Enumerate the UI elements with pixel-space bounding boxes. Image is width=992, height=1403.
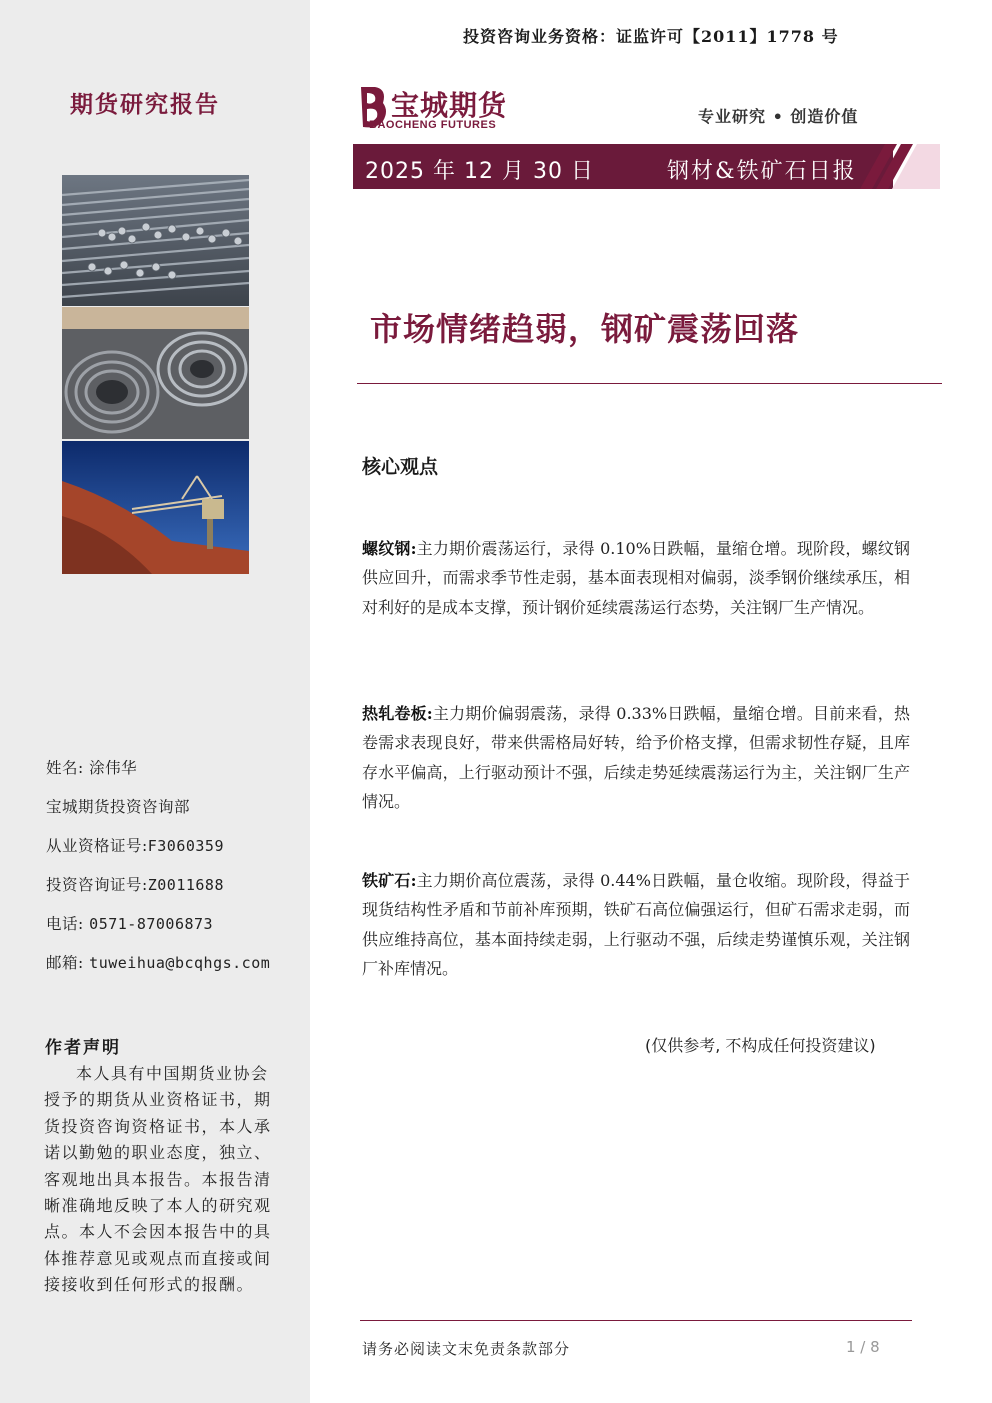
author-phone-value: 0571-87006873 xyxy=(89,915,214,933)
author-email xyxy=(46,951,270,973)
author-advisor-label: 投资咨询证号: xyxy=(46,876,148,894)
steel-coil-photo-graphic xyxy=(62,307,249,439)
author-advisor-cert xyxy=(46,873,224,895)
banner-stripes xyxy=(860,144,942,189)
footer-divider xyxy=(360,1320,912,1321)
author-email-label: 邮箱: xyxy=(46,954,84,972)
author-email-value[interactable]: tuweihua@bcqhgs.com xyxy=(89,954,271,972)
rebar-label: 螺纹钢: xyxy=(362,539,417,558)
hot-rolled-label: 热轧卷板: xyxy=(362,704,433,723)
author-phone xyxy=(46,912,213,934)
logo-english-name: BAOCHENG FUTURES xyxy=(369,119,497,131)
iron-ore-paragraph xyxy=(362,866,910,983)
investment-disclaimer-note: (仅供参考, 不构成任何投资建议) xyxy=(645,1036,876,1055)
logo-chinese-name: 宝城期货 xyxy=(391,89,508,122)
author-name xyxy=(46,756,137,778)
rebar-photo-graphic xyxy=(62,175,249,306)
hot-rolled-text: 主力期价偏弱震荡，录得 0.33%日跌幅，量缩仓增。目前来看，热卷需求表现良好，带来供需格局好转，给予价格支撑，但需求韧性存疑，且库存水平偏高，上行驱动预计不强，后续走势延续震荡运行为主，关注钢厂生产情况。 xyxy=(362,704,910,811)
hot-rolled-paragraph xyxy=(362,699,910,816)
page-number: 1 / 8 xyxy=(846,1338,880,1356)
footer-disclaimer-notice: 请务必阅读文末免责条款部分 xyxy=(362,1340,571,1358)
core-views-heading: 核心观点 xyxy=(362,456,439,478)
author-name-value: 涂伟华 xyxy=(89,759,138,777)
license-statement: 投资咨询业务资格：证监许可【2011】1778 号 xyxy=(463,27,839,46)
author-cert-value: F3060359 xyxy=(147,837,224,855)
author-department: 宝城期货投资咨询部 xyxy=(46,798,191,816)
report-name: 钢材&铁矿石日报 xyxy=(667,159,857,184)
author-phone-label: 电话: xyxy=(46,915,84,933)
iron-ore-text: 主力期价高位震荡，录得 0.44%日跌幅，量仓收缩。现阶段，得益于现货结构性矛盾和节前补库预期，铁矿石高位偏强运行，但矿石需求走弱，而供应维持高位，基本面持续走弱，上行驱动不强，后续走势谨慎乐观，关注钢厂补库情况。 xyxy=(362,871,910,978)
iron-ore-photo-graphic xyxy=(62,441,249,574)
steel-coil-photo xyxy=(62,307,249,439)
author-cert xyxy=(46,834,224,856)
report-type-label: 期货研究报告 xyxy=(70,91,220,118)
iron-ore-photo xyxy=(62,441,249,574)
author-statement-text: 本人具有中国期货业协会授予的期货从业资格证书，期货投资咨询资格证书，本人承诺以勤勉的职业态度，独立、客观地出具本报告。本报告清晰准确地反映了本人的研究观点。本人不会因本报告中的具体推荐意见或观点而直接或间接接收到任何形式的报酬。 xyxy=(44,1064,272,1295)
rebar-paragraph xyxy=(362,534,910,622)
author-statement-heading: 作者声明 xyxy=(45,1038,121,1058)
rebar-photo xyxy=(62,175,249,306)
rebar-text: 主力期价震荡运行，录得 0.10%日跌幅，量缩仓增。现阶段，螺纹钢供应回升，而需求季节性走弱，基本面表现相对偏弱，淡季钢价继续承压，相对利好的是成本支撑，预计钢价延续震荡运行态势，关注钢厂生产情况。 xyxy=(362,539,910,617)
author-advisor-value: Z0011688 xyxy=(147,876,224,894)
report-date: 2025 年 12 月 30 日 xyxy=(365,159,594,184)
iron-ore-label: 铁矿石: xyxy=(362,871,417,890)
headline-divider xyxy=(357,383,942,384)
author-name-label: 姓名: xyxy=(46,759,84,777)
company-slogan: 专业研究 • 创造价值 xyxy=(698,107,859,126)
report-headline: 市场情绪趋弱，钢矿震荡回落 xyxy=(370,310,800,348)
author-cert-label: 从业资格证号: xyxy=(46,837,148,855)
